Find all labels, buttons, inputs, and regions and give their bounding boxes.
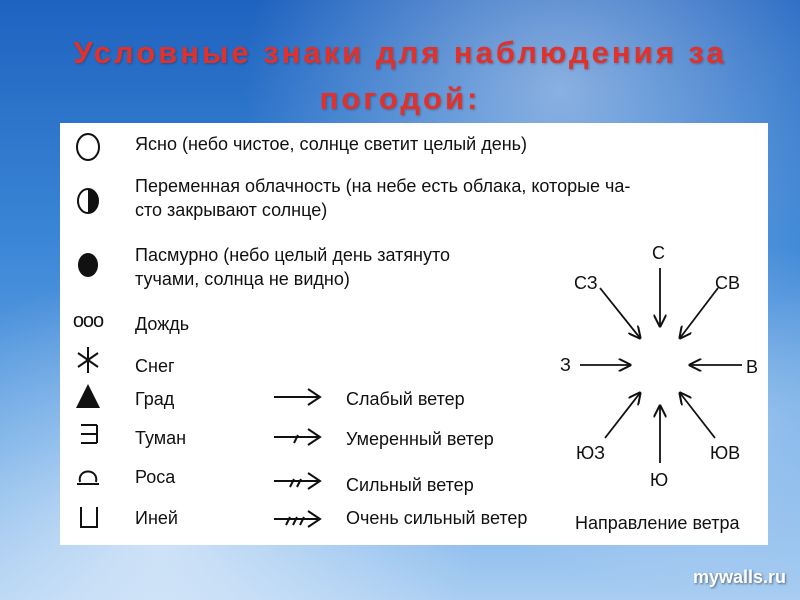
wind-label-weak: Слабый ветер — [346, 389, 465, 409]
symbol-label-hail: Град — [135, 389, 175, 409]
symbol-label-fog: Туман — [135, 428, 187, 448]
rain-icon-text: ооо — [72, 309, 104, 332]
legend-panel — [60, 123, 768, 545]
three-small-circles-icon — [60, 309, 116, 333]
compass-e-label: В — [746, 357, 759, 377]
arrow-two-feathers-icon — [270, 469, 330, 493]
symbol-label-frost: Иней — [135, 508, 178, 528]
page-title: Условные знаки для наблюдения за погодой: — [73, 35, 727, 116]
wind-label-very-strong: Очень сильный ветер — [346, 508, 528, 528]
compass-n-label: С — [652, 243, 665, 263]
symbol-label-rain: Дождь — [135, 314, 190, 334]
watermark: mywalls.ru — [692, 567, 786, 587]
asterisk-snow-icon — [60, 343, 116, 377]
fog-icon — [60, 417, 116, 451]
compass-s-label: Ю — [650, 470, 669, 490]
filled-triangle-icon — [60, 379, 116, 413]
wind-label-strong: Сильный ветер — [346, 475, 474, 495]
symbol-label-dew: Роса — [135, 467, 176, 487]
symbol-label-overcast: Пасмурно (небо целый день затянуто тучами, солнца не видно) — [135, 245, 451, 289]
compass-ne-label: СВ — [715, 273, 741, 293]
symbol-label-snow: Снег — [135, 356, 175, 376]
wind-label-moderate: Умеренный ветер — [346, 429, 494, 449]
compass-caption: Направление ветра — [575, 513, 740, 533]
frost-icon — [60, 499, 116, 533]
symbol-label-partly-cloudy: Переменная облачность (на небе есть облака, которые ча- сто закрывают солнце) — [135, 176, 631, 220]
compass-w-label: З — [560, 355, 571, 375]
compass-sw-label: ЮЗ — [576, 443, 606, 463]
compass-nw-label: СЗ — [574, 273, 598, 293]
symbol-label-clear: Ясно (небо чистое, солнце светит целый день) — [135, 134, 528, 154]
dew-icon — [60, 457, 116, 491]
compass-se-label: ЮВ — [710, 443, 741, 463]
arrow-three-feathers-icon — [270, 507, 330, 531]
clear-sky-circle-icon — [60, 127, 116, 167]
arrow-one-feather-icon — [270, 425, 330, 449]
filled-circle-icon — [60, 245, 116, 285]
half-filled-circle-icon — [60, 181, 116, 221]
wind-direction-compass — [550, 238, 768, 538]
arrow-no-feathers-icon — [270, 385, 330, 409]
